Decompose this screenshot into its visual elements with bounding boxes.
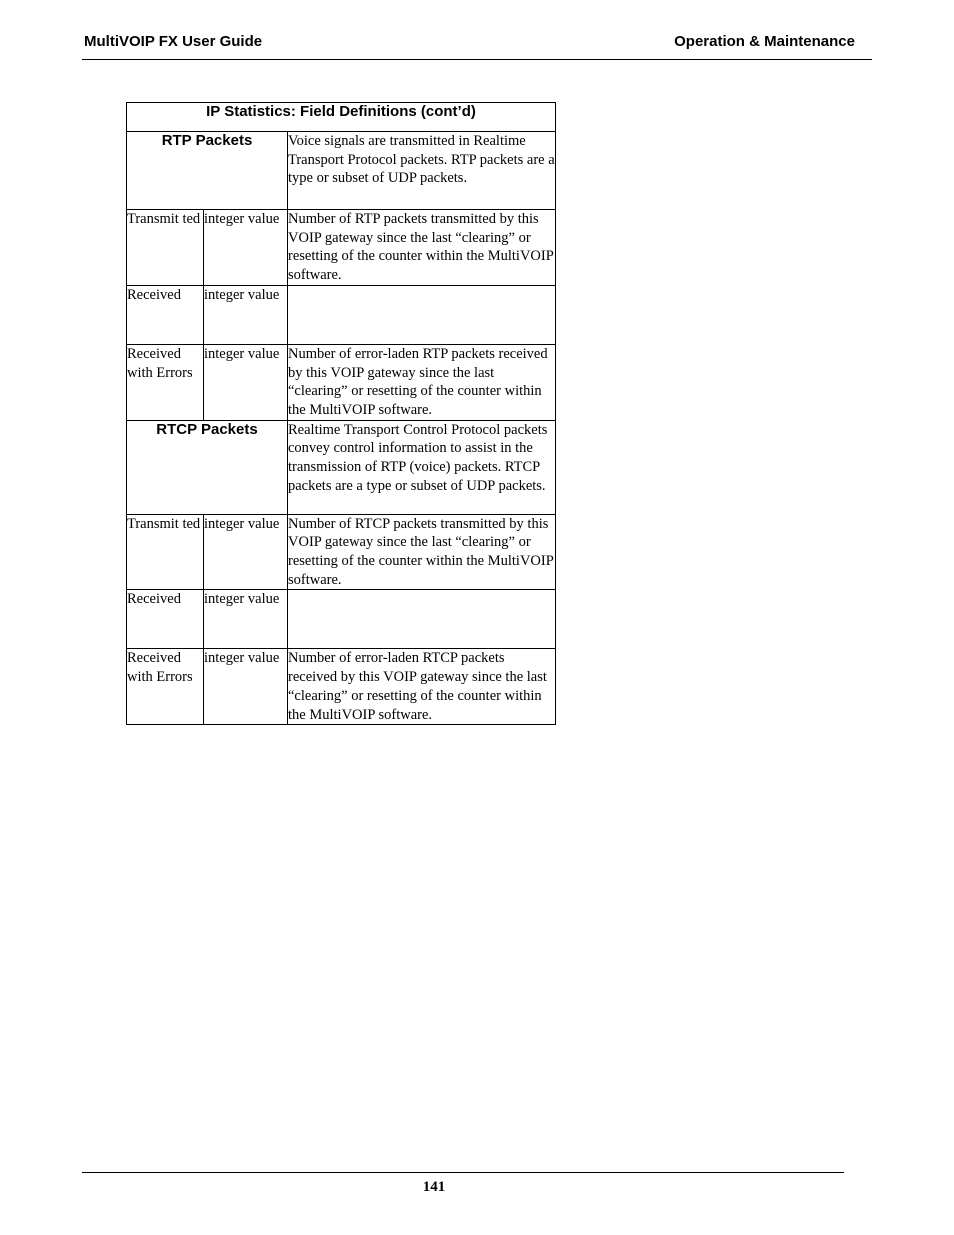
table-title: IP Statistics: Field Definitions (cont’d) (127, 103, 556, 132)
field-definitions-table (126, 102, 556, 725)
field-name-cell: Received (127, 285, 204, 344)
page-number: 141 (422, 1179, 446, 1195)
field-description-cell: Number of RTP packets transmitted by this VOIP gateway since the last “clearing” or resetting of the counter within the MultiVOIP software. (288, 210, 556, 286)
field-description-cell (288, 285, 556, 344)
field-type-cell: integer value (204, 649, 288, 725)
field-type-cell: integer value (204, 590, 288, 649)
table-row (127, 514, 556, 590)
table-row (127, 210, 556, 286)
section-header-row-rtp (127, 132, 556, 210)
section-name-rtp: RTP Packets (127, 132, 288, 210)
field-type-cell: integer value (204, 514, 288, 590)
field-description-cell: Number of RTCP packets transmitted by this VOIP gateway since the last “clearing” or resetting of the counter within the MultiVOIP software. (288, 514, 556, 590)
table-row (127, 590, 556, 649)
field-name-cell: Received with Errors (127, 649, 204, 725)
field-description-cell: Number of error-laden RTCP packets received by this VOIP gateway since the last “clearing” or resetting of the counter within the MultiVOIP software. (288, 649, 556, 725)
field-type-cell: integer value (204, 344, 288, 420)
section-description-rtp: Voice signals are transmitted in Realtime Transport Protocol packets. RTP packets are a type or subset of UDP packets. (288, 132, 556, 210)
table-row (127, 649, 556, 725)
table-row (127, 344, 556, 420)
section-name-rtcp: RTCP Packets (127, 420, 288, 514)
table-row (127, 285, 556, 344)
field-type-cell: integer value (204, 210, 288, 286)
section-description-rtcp: Realtime Transport Control Protocol packets convey control information to assist in the transmission of RTP (voice) packets. RTCP packets are a type or subset of UDP packets. (288, 420, 556, 514)
field-name-cell: Transmit ted (127, 514, 204, 590)
field-description-cell (288, 590, 556, 649)
section-header-row-rtcp (127, 420, 556, 514)
field-name-cell: Transmit ted (127, 210, 204, 286)
field-name-cell: Received (127, 590, 204, 649)
header-section-title: Operation & Maintenance (674, 33, 855, 50)
header-divider (82, 59, 872, 60)
table-title-row (127, 103, 556, 132)
field-description-cell: Number of error-laden RTP packets received by this VOIP gateway since the last “clearing” or resetting of the counter within the MultiVOIP software. (288, 344, 556, 420)
field-type-cell: integer value (204, 285, 288, 344)
footer-divider (82, 1172, 844, 1173)
header-document-title: MultiVOIP FX User Guide (84, 33, 263, 50)
field-name-cell: Received with Errors (127, 344, 204, 420)
